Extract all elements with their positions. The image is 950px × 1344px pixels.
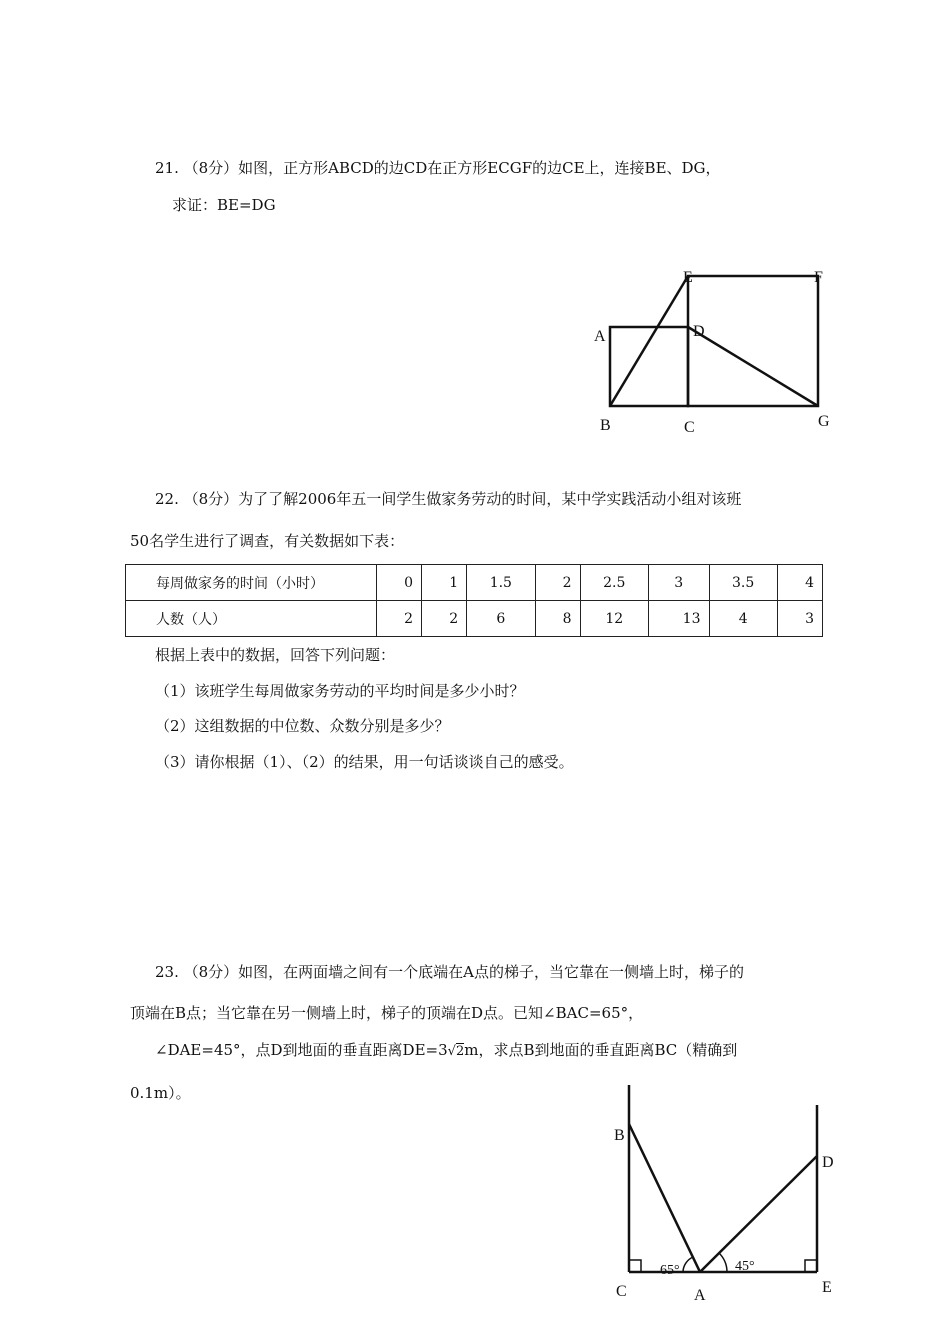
table-cell: 1 — [422, 565, 467, 601]
table-cell: 0 — [377, 565, 422, 601]
label-c: C — [684, 419, 695, 436]
table-cell: 2 — [535, 565, 580, 601]
table-cell: 2 — [422, 601, 467, 637]
table-cell: 3 — [648, 565, 709, 601]
label-a: A — [594, 328, 606, 345]
q22-prompt: 根据上表中的数据，回答下列问题： — [155, 646, 396, 664]
q21-prove: 求证：BE=DG — [172, 196, 276, 214]
table-cell: 3 — [777, 601, 822, 637]
q22-line1: 22. （8分）为了了解2006年五一间学生做家务劳动的时间，某中学实践活动小组对该班 — [155, 490, 742, 508]
table-cell: 3.5 — [709, 565, 777, 601]
table-row — [126, 601, 823, 637]
segment-dg — [688, 327, 818, 406]
table-cell: 6 — [467, 601, 535, 637]
angle-label-65: 65° — [660, 1263, 680, 1278]
table-header-count: 人数（人） — [126, 601, 377, 637]
label-g: G — [818, 413, 830, 430]
table-cell: 13 — [648, 601, 709, 637]
label-b: B — [600, 417, 611, 434]
table-cell: 4 — [777, 565, 822, 601]
label-d23: D — [822, 1154, 834, 1171]
q23-line4: 0.1m）。 — [130, 1084, 191, 1102]
table-header-hours: 每周做家务的时间（小时） — [126, 565, 377, 601]
table-cell: 12 — [580, 601, 648, 637]
q21-text: 21. （8分）如图，正方形ABCD的边CD在正方形ECGF的边CE上，连接BE、DG， — [155, 159, 721, 177]
table-cell: 8 — [535, 601, 580, 637]
square-ecgf — [688, 276, 818, 406]
q23-line2: 顶端在B点；当它靠在另一侧墙上时，梯子的顶端在D点。已知∠BAC=65°， — [130, 1004, 644, 1022]
label-f: F — [814, 269, 823, 286]
q23-line3-a: ∠DAE=45°，点D到地面的垂直距离DE=3 — [155, 1041, 448, 1059]
label-b23: B — [614, 1127, 625, 1144]
ladder-ad — [700, 1156, 817, 1272]
q22-line2: 50名学生进行了调查，有关数据如下表： — [130, 532, 405, 550]
q23-line1: 23. （8分）如图，在两面墙之间有一个底端在A点的梯子，当它靠在一侧墙上时，梯子的 — [155, 963, 745, 981]
table-cell: 4 — [709, 601, 777, 637]
table-row — [126, 565, 823, 601]
right-angle-c — [629, 1260, 641, 1272]
label-a23: A — [694, 1287, 706, 1304]
label-e: E — [683, 269, 693, 286]
label-c23: C — [616, 1283, 627, 1300]
ladder-ab — [629, 1124, 700, 1272]
angle-arc-45 — [719, 1253, 727, 1272]
label-e23: E — [822, 1279, 832, 1296]
sqrt-radicand: 2 — [455, 1044, 465, 1059]
angle-arc-65 — [683, 1257, 693, 1272]
q22-sub2: （2）这组数据的中位数、众数分别是多少？ — [155, 717, 450, 735]
table-cell: 2.5 — [580, 565, 648, 601]
table-cell: 2 — [377, 601, 422, 637]
chores-table — [125, 564, 823, 637]
q22-sub1: （1）该班学生每周做家务劳动的平均时间是多少小时？ — [155, 682, 525, 700]
segment-be — [610, 276, 688, 406]
table-cell: 1.5 — [467, 565, 535, 601]
right-angle-e — [805, 1260, 817, 1272]
q23-line3-b: m，求点B到地面的垂直距离BC（精确到 — [464, 1041, 738, 1059]
q23-line3 — [155, 1040, 737, 1062]
sqrt-sign: √ — [447, 1044, 456, 1059]
angle-label-45: 45° — [735, 1259, 755, 1274]
label-d: D — [693, 323, 705, 340]
q22-sub3: （3）请你根据（1）、（2）的结果，用一句话谈谈自己的感受。 — [155, 753, 574, 771]
